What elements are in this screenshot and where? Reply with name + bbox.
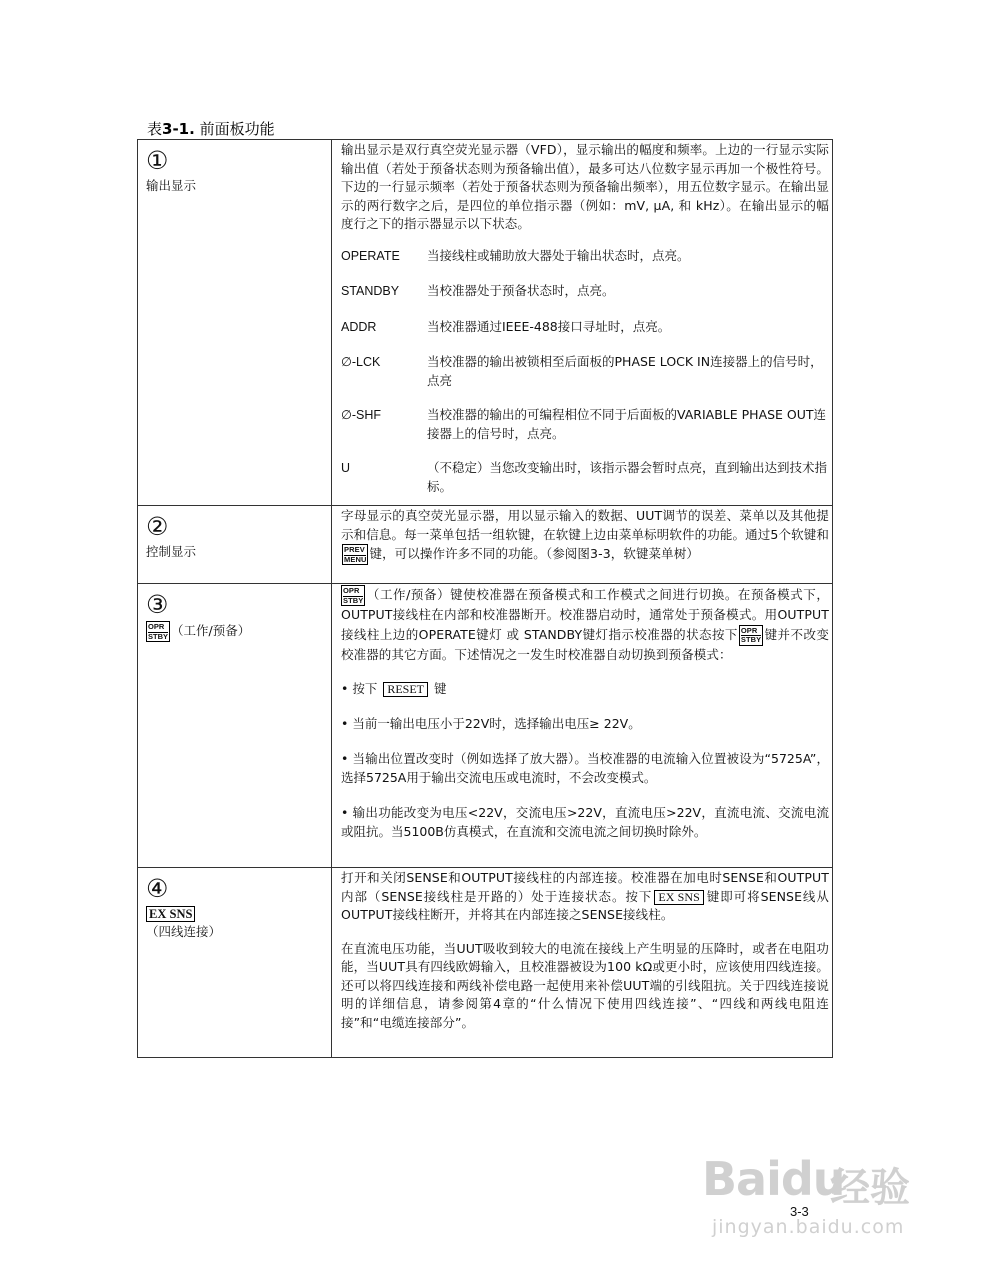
description-text: 字母显示的真空荧光显示器，用以显示输入的数据、UUT调节的误差、菜单以及其他提示和信息。每一菜单包括一组软键，在软键上边由菜单标明软件的功能。通过5个软键和	[341, 508, 829, 542]
bullet-text: • 按下	[341, 681, 378, 696]
row-description-cell	[332, 584, 833, 868]
key-bottom-label: STBY	[343, 595, 364, 605]
indicator-name: STANDBY	[341, 284, 400, 298]
bullet-item	[341, 680, 829, 699]
table-row	[138, 584, 833, 868]
row-label-cell	[138, 584, 332, 868]
opr-stby-key-icon	[739, 625, 763, 646]
row-description-cell	[332, 506, 833, 584]
description-text: 键，可以操作许多不同的功能。（参阅图3-3，软键菜单树）	[369, 546, 699, 561]
watermark-logo: Baidu	[702, 1152, 845, 1206]
key-bottom-label: STBY	[148, 631, 169, 641]
circled-number: ③	[146, 590, 169, 619]
bullet-text: 键	[434, 681, 447, 696]
page-number: 3-3	[790, 1204, 809, 1219]
indicator-row	[341, 282, 829, 301]
opr-stby-key-icon	[146, 621, 170, 642]
circled-number: ②	[146, 512, 169, 541]
bullet-item: • 当前一输出电压小于22V时，选择输出电压≥ 22V。	[341, 715, 641, 731]
indicator-name: ADDR	[341, 319, 377, 334]
description-text: 键并不改变校准器的其它方面。下述情况之一发生时校准器自动切换到预备模式：	[341, 626, 829, 662]
function-name: （工作/预备）	[171, 623, 251, 638]
key-bottom-label: STBY	[740, 635, 762, 644]
watermark-url: jingyan.baidu.com	[712, 1216, 905, 1238]
description-text: （工作/预备）键使校准器在预备模式和工作模式之间进行切换。在预备模式下，OUTPUT接线柱在内部和校准器断开。校准器启动时，通常处于预备模式。用OUTPUT接线柱上边的OPERATE键灯 或 STANDBY键灯指示校准器的状态按下	[341, 587, 829, 642]
description-text: 打开和关闭SENSE和OUTPUT接线柱的内部连接。校准器在加电时SENSE和OUTPUT内部（SENSE接线柱是开路的）处于连接状态。按下	[341, 870, 829, 904]
indicator-desc: 当校准器的输出被锁相至后面板的PHASE LOCK IN连接器上的信号时，点亮	[427, 354, 823, 388]
key-top-label: OPR	[343, 587, 363, 597]
ex-sns-key-icon: EX SNS	[146, 906, 195, 922]
indicator-row	[341, 318, 829, 337]
description-paragraph: 输出显示是双行真空荧光显示器（VFD），显示输出的幅度和频率。上边的一行显示实际输出值（若处于预备状态则为预备输出值），最多可达八位数字显示再加一个极性符号。下边的一行显示频率（若处于预备状态则为预备输出频率），用五位数字显示。在输出显示的两行数字之后，是四位的单位指示器（例如：mV, µA, 和 kHz）。在输出显示的幅度行之下的指示器显示以下状态。	[341, 142, 829, 231]
row-description-cell	[332, 140, 833, 506]
description-text: 键即可将SENSE线从OUTPUT接线柱断开，并将其在内部连接之SENSE接线柱。	[341, 888, 829, 922]
indicator-row	[341, 353, 829, 390]
function-name: （四线连接）	[146, 924, 222, 939]
ex-sns-key-icon: EX SNS	[654, 890, 704, 905]
indicator-row	[341, 459, 829, 496]
key-top-label: PREV	[344, 545, 365, 554]
indicator-desc: （不稳定）当您改变输出时，该指示器会暂时点亮，直到输出达到技术指标。	[427, 460, 828, 494]
table-row	[138, 140, 833, 506]
description-paragraph: 在直流电压功能，当UUT吸收到较大的电流在接线上产生明显的压降时，或者在电阻功能，当UUT具有四线欧姆输入，且校准器被设为100 kΩ或更小时，应该使用四线连接。还可以将四线连接和两线补偿电路一起使用来补偿UUT端的引线阻抗。关于四线连接说明的详细信息，请参阅第4章的“什么情况下使用四线连接”、“四线和两线电阻连接”和“电缆连接部分”。	[341, 940, 829, 1030]
indicator-row	[341, 406, 829, 443]
caption-title: 前面板功能	[194, 120, 275, 138]
function-key-line	[146, 905, 331, 923]
description-paragraph	[341, 507, 829, 565]
reset-key-icon: RESET	[383, 682, 428, 697]
indicator-name: OPERATE	[341, 248, 400, 263]
indicator-desc: 当校准器处于预备状态时，点亮。	[427, 283, 615, 298]
baidu-jingyan-watermark	[700, 1140, 940, 1250]
opr-stby-key-icon	[341, 585, 365, 606]
indicator-row	[341, 247, 829, 266]
circled-number: ①	[146, 146, 169, 175]
table-caption	[147, 118, 275, 139]
row-description-cell	[332, 868, 833, 1058]
indicator-name: ∅-LCK	[341, 355, 381, 369]
front-panel-function-table	[137, 139, 833, 1058]
indicator-name: ∅-SHF	[341, 408, 382, 422]
function-name-line	[146, 621, 331, 642]
prev-menu-key-icon	[342, 544, 368, 565]
bullet-item: • 当输出位置改变时（例如选择了放大器）。当校准器的电流输入位置被设为“5725A”，选择5725A用于输出交流电压或电流时，不会改变模式。	[341, 751, 829, 785]
caption-prefix: 表	[147, 120, 163, 138]
row-label-cell	[138, 868, 332, 1058]
caption-number: 3-1.	[162, 120, 195, 138]
row-label-cell	[138, 140, 332, 506]
description-paragraph	[341, 869, 829, 925]
table-row	[138, 506, 833, 584]
watermark-cn-text: 经验	[830, 1165, 910, 1211]
key-top-label: OPR	[741, 627, 761, 637]
bullet-item: • 输出功能改变为电压<22V，交流电压>22V，直流电压>22V，直流电流、交流电流或阻抗。当5100B仿真模式，在直流和交流电流之间切换时除外。	[341, 805, 829, 839]
indicator-desc: 当校准器通过IEEE-488接口寻址时，点亮。	[427, 318, 671, 334]
function-name: 控制显示	[146, 544, 197, 559]
key-top-label: OPR	[148, 623, 168, 633]
table-row	[138, 868, 833, 1058]
key-bottom-label: MENU	[344, 554, 367, 564]
description-paragraph	[341, 585, 829, 664]
indicator-list	[341, 247, 829, 497]
indicator-name: U	[341, 461, 351, 475]
function-name: 输出显示	[146, 178, 197, 193]
row-label-cell	[138, 506, 332, 584]
circled-number: ④	[146, 874, 169, 903]
indicator-desc: 当校准器的输出的可编程相位不同于后面板的VARIABLE PHASE OUT连接器上的信号时，点亮。	[427, 407, 827, 441]
indicator-desc: 当接线柱或辅助放大器处于输出状态时，点亮。	[427, 247, 690, 263]
